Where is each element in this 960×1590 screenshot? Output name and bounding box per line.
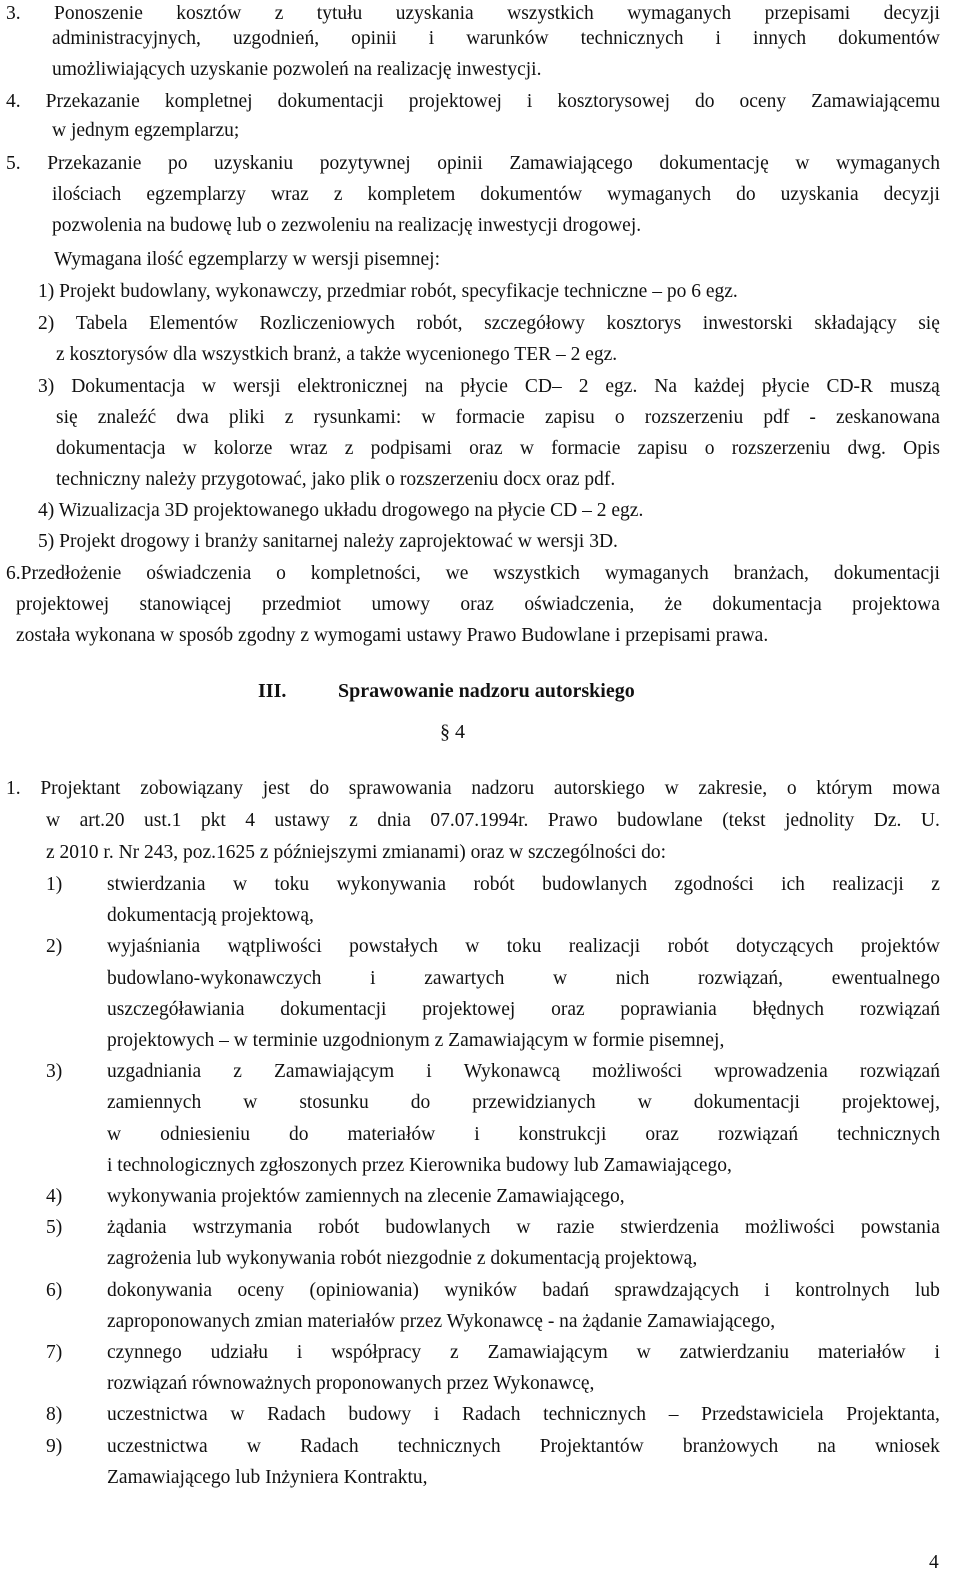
copies-item-line: techniczny należy przygotować, jako plik o rozszerzeniu docx oraz pdf. (56, 469, 616, 490)
subitem-line: zagrożenia lub wykonywania robót niezgodnie z dokumentacją projektową, (107, 1248, 698, 1270)
copies-item-line: dokumentacja w kolorze wraz z podpisami oraz w formacie zapisu o rozszerzeniu dwg. Opis (56, 438, 940, 459)
subitem-number: 1) (46, 874, 63, 895)
copies-item-line: 5) Projekt drogowy i branży sanitarnej należy zaprojektować w wersji 3D. (38, 531, 618, 552)
subitem-number: 4) (46, 1186, 63, 1207)
subitem-line: Zamawiającego lub Inżyniera Kontraktu, (107, 1466, 428, 1488)
subitem-number: 6) (46, 1279, 63, 1301)
copies-item-line: 1) Projekt budowlany, wykonawczy, przedmiar robót, specyfikacje techniczne – po 6 egz. (38, 281, 738, 302)
subitem-line: rozwiązań równoważnych proponowanych przez Wykonawcę, (107, 1373, 595, 1395)
list-item-line: 4. Przekazanie kompletnej dokumentacji projektowej i kosztorysowej do oceny Zamawiającemu (6, 91, 940, 112)
subitem-line: w odniesieniu do materiałów i konstrukcji oraz rozwiązań technicznych (107, 1123, 940, 1145)
paragraph-mark: § 4 (440, 721, 465, 743)
copies-intro: Wymagana ilość egzemplarzy w wersji pisemnej: (54, 249, 440, 270)
subitem-line: uzgadniania z Zamawiającym i Wykonawcą możliwości wprowadzenia rozwiązań (107, 1061, 940, 1083)
subitem-line: dokumentacją projektową, (107, 905, 314, 927)
subitem-number: 9) (46, 1435, 63, 1457)
list-item-line: pozwolenia na budowę lub o zezwoleniu na realizację inwestycji drogowej. (52, 215, 642, 236)
subitem-line: czynnego udziału i współpracy z Zamawiającym w zatwierdzaniu materiałów i (107, 1342, 940, 1363)
copies-item-line: 2) Tabela Elementów Rozliczeniowych robót, szczegółowy kosztorys inwestorski składający się (38, 313, 940, 334)
subitem-line: zamiennych w stosunku do przewidzianych w dokumentacji projektowej, (107, 1092, 940, 1114)
item6-line: została wykonana w sposób zgodny z wymogami ustawy Prawo Budowlane i przepisami prawa. (16, 625, 769, 646)
section-roman: III. (258, 680, 287, 702)
subitem-line: dokonywania oceny (opiniowania) wyników badań sprawdzających i kontrolnych lub (107, 1279, 940, 1301)
list-item-line: 3. Ponoszenie kosztów z tytułu uzyskania wszystkich wymaganych przepisami decyzji (6, 3, 940, 24)
subitem-line: żądania wstrzymania robót budowlanych w razie stwierdzenia możliwości powstania (107, 1217, 940, 1239)
subitem-number: 2) (46, 936, 63, 958)
subitem-line: uczestnictwa w Radach budowy i Radach technicznych – Przedstawiciela Projektanta, (107, 1404, 940, 1426)
subitem-line: zaproponowanych zmian materiałów przez Wykonawcę - na żądanie Zamawiającego, (107, 1310, 776, 1332)
subitem-line: uczestnictwa w Radach technicznych Projektantów branżowych na wniosek (107, 1435, 940, 1457)
point1-line: z 2010 r. Nr 243, poz.1625 z późniejszymi zmianami) oraz w szczególności do: (46, 842, 667, 863)
subitem-line: wykonywania projektów zamiennych na zlecenie Zamawiającego, (107, 1186, 625, 1207)
list-item-line: ilościach egzemplarzy wraz z kompletem dokumentów wymaganych do uzyskania decyzji (52, 184, 940, 205)
subitem-number: 5) (46, 1217, 63, 1239)
copies-item-line: z kosztorysów dla wszystkich branż, a także wycenionego TER – 2 egz. (56, 344, 618, 365)
subitem-number: 8) (46, 1404, 63, 1426)
subitem-line: projektowych – w terminie uzgodnionym z Zamawiającym w formie pisemnej, (107, 1030, 725, 1051)
item6-line: 6.Przedłożenie oświadczenia o kompletności, we wszystkich wymaganych branżach, dokumentacji (6, 563, 940, 584)
copies-item-line: się znaleźć dwa pliki z rysunkami: w formacie zapisu o rozszerzeniu pdf - zeskanowana (56, 407, 940, 428)
list-item-line: w jednym egzemplarzu; (52, 120, 240, 141)
subitem-number: 3) (46, 1061, 63, 1083)
subitem-line: i technologicznych zgłoszonych przez Kierownika budowy lub Zamawiającego, (107, 1154, 732, 1176)
item6-line: projektowej stanowiącej przedmiot umowy oraz oświadczenia, że dokumentacja projektowa (16, 594, 940, 615)
list-item-line: 5. Przekazanie po uzyskaniu pozytywnej opinii Zamawiającego dokumentację w wymaganych (6, 153, 940, 174)
subitem-line: wyjaśniania wątpliwości powstałych w toku realizacji robót dotyczących projektów (107, 936, 940, 958)
subitem-line: budowlano-wykonawczych i zawartych w nich rozwiązań, ewentualnego (107, 967, 940, 989)
list-item-line: umożliwiających uzyskanie pozwoleń na realizację inwestycji. (52, 59, 542, 80)
subitem-number: 7) (46, 1342, 63, 1363)
subitem-line: stwierdzania w toku wykonywania robót budowlanych zgodności ich realizacji z (107, 874, 940, 895)
section-title: Sprawowanie nadzoru autorskiego (338, 680, 635, 702)
copies-item-line: 4) Wizualizacja 3D projektowanego układu drogowego na płycie CD – 2 egz. (38, 500, 644, 521)
copies-item-line: 3) Dokumentacja w wersji elektronicznej na płycie CD– 2 egz. Na każdej płycie CD-R muszą (38, 376, 940, 397)
subitem-line: uszczegóławiania dokumentacji projektowej oraz poprawiania błędnych rozwiązań (107, 998, 940, 1020)
list-item-line: administracyjnych, uzgodnień, opinii i warunków technicznych i innych dokumentów (52, 28, 940, 49)
point1-line: 1. Projektant zobowiązany jest do sprawowania nadzoru autorskiego w zakresie, o którym mowa (6, 778, 940, 799)
point1-line: w art.20 ust.1 pkt 4 ustawy z dnia 07.07.1994r. Prawo budowlane (tekst jednolity Dz. U. (46, 810, 940, 831)
page-number: 4 (929, 1552, 939, 1573)
